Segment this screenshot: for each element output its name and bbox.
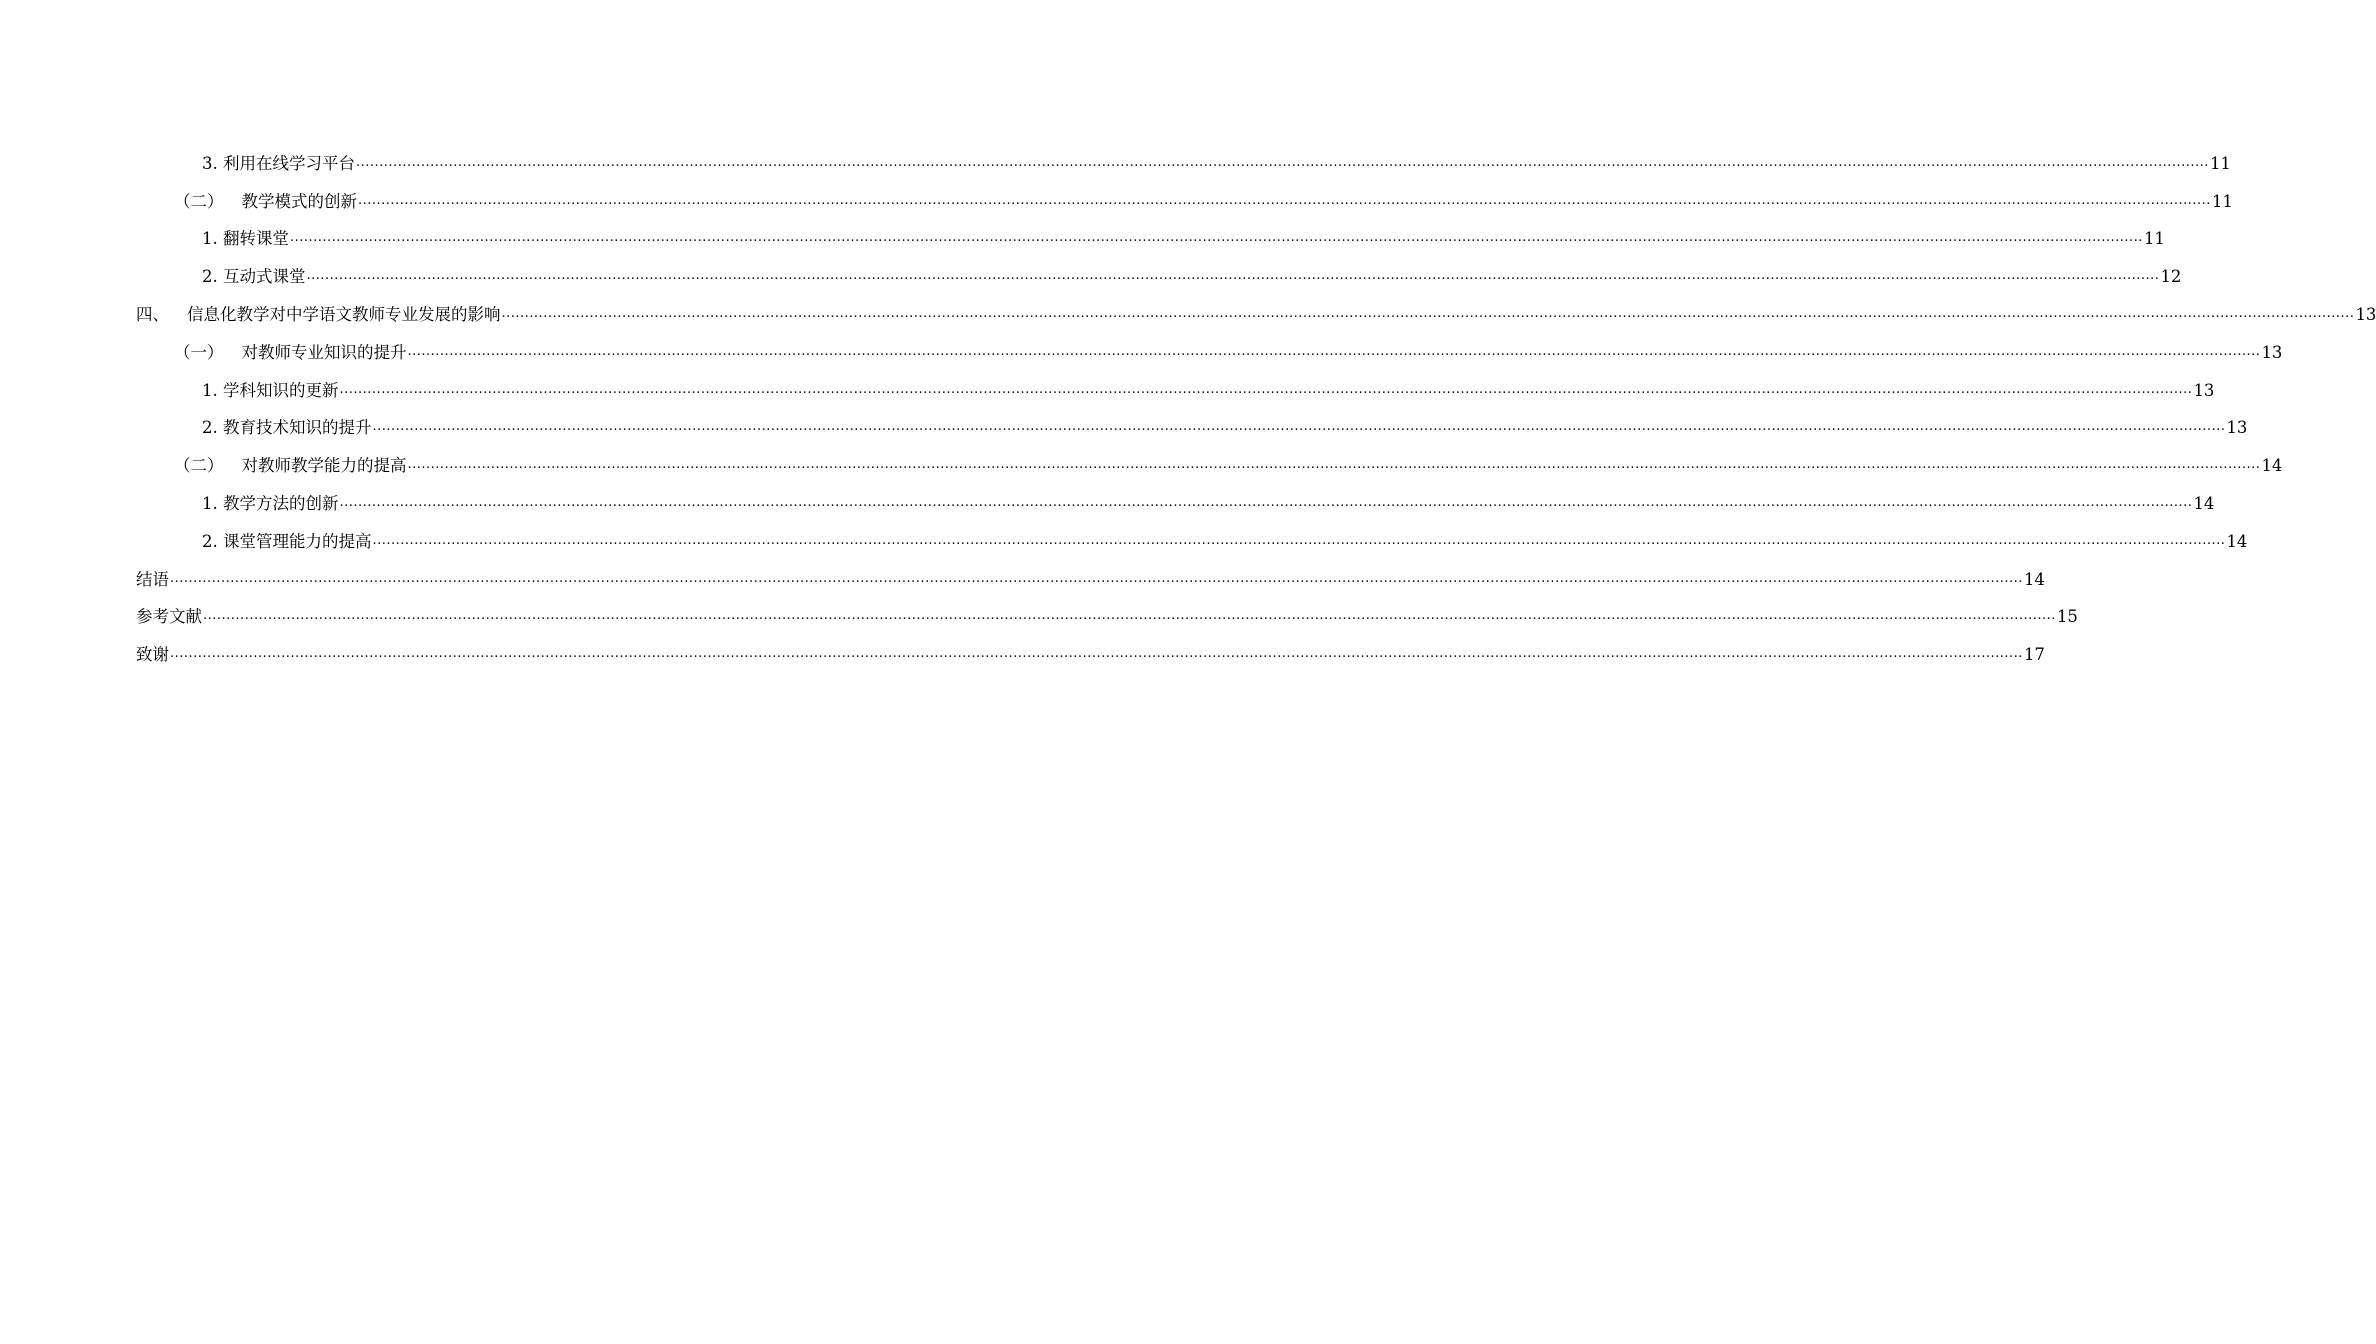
toc-entry[interactable]: [136, 136, 2231, 174]
toc-entry[interactable]: [136, 476, 2215, 514]
toc-entry-page-number: 14: [2193, 493, 2215, 513]
toc-entry-title: 教学方法的创新: [223, 493, 339, 513]
toc-entry[interactable]: [136, 514, 2248, 552]
toc-entry-title: 参考文献: [136, 607, 202, 627]
toc-entry-title: 学科知识的更新: [223, 380, 339, 400]
toc-entry-title: 互动式课堂: [223, 267, 306, 287]
toc-entry-number: 2.: [202, 267, 218, 287]
toc-entry-page-number: 11: [2143, 229, 2165, 249]
toc-entry-number: （二）: [174, 191, 224, 211]
toc-entry-page-number: 13: [2193, 380, 2215, 400]
toc-entry[interactable]: [136, 438, 2283, 476]
toc-entry-title: 课堂管理能力的提高: [223, 531, 372, 551]
toc-entry-title: 致谢: [136, 645, 169, 665]
toc-dot-leader: ................................................................................................................................................................................................................................................................................................................................................................................................................: [358, 192, 2211, 208]
toc-entry-number: （一）: [174, 342, 224, 362]
toc-dot-leader: ................................................................................................................................................................................................................................................................................................................................................................................................................: [339, 381, 2193, 397]
toc-entry-page-number: 15: [2056, 607, 2078, 627]
toc-entry-page-number: 17: [2023, 645, 2045, 665]
toc-entry[interactable]: [136, 590, 2078, 628]
toc-entry[interactable]: [136, 212, 2165, 250]
toc-entry-title: 对教师教学能力的提高: [241, 456, 407, 476]
toc-entry-page-number: 14: [2226, 531, 2248, 551]
toc-dot-leader: ................................................................................................................................................................................................................................................................................................................................................................................................................: [306, 268, 2160, 284]
toc-entry-number: 1.: [202, 229, 218, 249]
toc-entry-page-number: 14: [2023, 569, 2045, 589]
toc-entry-title: 利用在线学习平台: [223, 153, 355, 173]
toc-dot-leader: ................................................................................................................................................................................................................................................................................................................................................................................................................: [501, 305, 2355, 321]
toc-entry[interactable]: [136, 325, 2283, 363]
toc-entry-page-number: 13: [2261, 342, 2283, 362]
toc-entry-number: （二）: [174, 456, 224, 476]
toc-entry-number: 1.: [202, 493, 218, 513]
toc-dot-leader: ................................................................................................................................................................................................................................................................................................................................................................................................................: [372, 419, 2226, 435]
toc-entry-title: 教育技术知识的提升: [223, 418, 372, 438]
toc-dot-leader: ................................................................................................................................................................................................................................................................................................................................................................................................................: [356, 154, 2209, 170]
toc-entry-page-number: 14: [2261, 456, 2283, 476]
toc-entry-title: 结语: [136, 569, 169, 589]
toc-entry[interactable]: [136, 174, 2233, 212]
toc-entry-page-number: 13: [2355, 304, 2376, 324]
toc-dot-leader: ................................................................................................................................................................................................................................................................................................................................................................................................................: [290, 230, 2143, 246]
toc-entry-title: 对教师专业知识的提升: [241, 342, 407, 362]
toc-entry-page-number: 12: [2160, 267, 2182, 287]
toc-dot-leader: ................................................................................................................................................................................................................................................................................................................................................................................................................: [372, 532, 2226, 548]
toc-entry-number: 2.: [202, 418, 218, 438]
toc-entry-page-number: 13: [2226, 418, 2248, 438]
toc-dot-leader: ................................................................................................................................................................................................................................................................................................................................................................................................................: [170, 570, 2023, 586]
toc-dot-leader: ................................................................................................................................................................................................................................................................................................................................................................................................................: [407, 343, 2261, 359]
toc-entry[interactable]: [136, 552, 2045, 590]
toc-entry-number: 四、: [136, 304, 169, 324]
toc-entry-title: 教学模式的创新: [241, 191, 357, 211]
toc-entry[interactable]: [136, 249, 2182, 287]
toc-entry[interactable]: [136, 287, 2376, 325]
toc-entry-page-number: 11: [2211, 191, 2233, 211]
toc-entry-title: 翻转课堂: [223, 229, 289, 249]
toc-entry-number: 1.: [202, 380, 218, 400]
toc-entry-page-number: 11: [2209, 153, 2231, 173]
toc-dot-leader: ................................................................................................................................................................................................................................................................................................................................................................................................................: [203, 608, 2056, 624]
toc-entry-title: 信息化教学对中学语文教师专业发展的影响: [187, 304, 501, 324]
toc-entry[interactable]: [136, 363, 2215, 401]
toc-entry[interactable]: [136, 401, 2248, 439]
toc-dot-leader: ................................................................................................................................................................................................................................................................................................................................................................................................................: [170, 646, 2023, 662]
toc-entry-number: 3.: [202, 153, 218, 173]
toc-entry[interactable]: [136, 627, 2045, 665]
toc-dot-leader: ................................................................................................................................................................................................................................................................................................................................................................................................................: [339, 494, 2193, 510]
table-of-contents: [136, 136, 2376, 665]
toc-entry-number: 2.: [202, 531, 218, 551]
toc-dot-leader: ................................................................................................................................................................................................................................................................................................................................................................................................................: [407, 457, 2261, 473]
